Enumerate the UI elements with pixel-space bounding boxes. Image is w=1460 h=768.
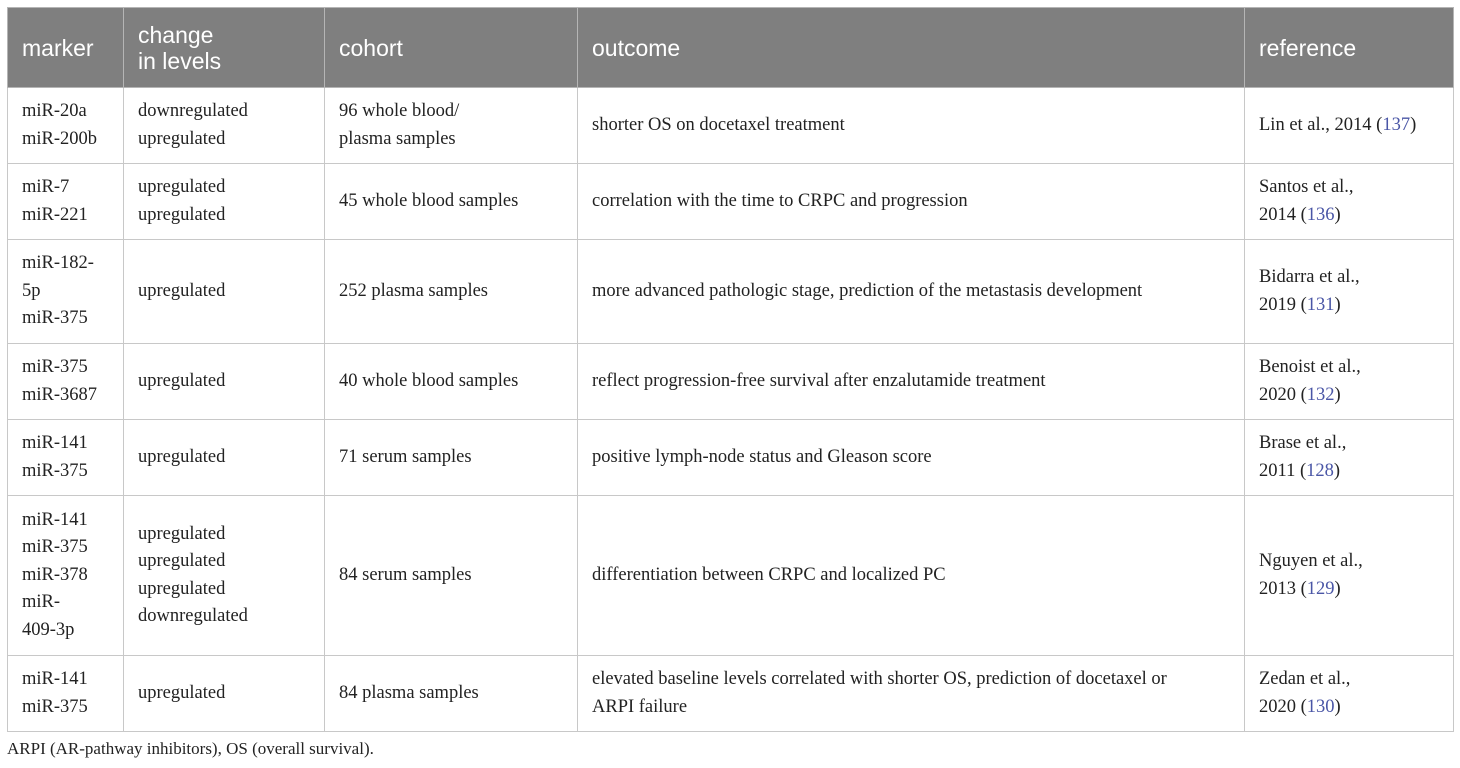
cohort-cell <box>325 88 578 164</box>
header-reference: reference <box>1245 8 1454 88</box>
outcome-cell <box>578 420 1245 496</box>
marker-text: miR-375 <box>22 357 88 377</box>
change-text: upregulated <box>138 446 226 467</box>
reference-cell <box>1245 88 1454 164</box>
header-outcome: outcome <box>578 8 1245 88</box>
change-text: downregulated <box>138 606 248 626</box>
change-text: upregulated <box>138 370 226 391</box>
marker-text: miR-378 <box>22 564 88 585</box>
outcome-cell <box>578 164 1245 240</box>
marker-text: miR-141 <box>22 433 88 453</box>
outcome-cell <box>578 240 1245 344</box>
cohort-text: 84 plasma samples <box>339 682 479 703</box>
table-footnote: ARPI (AR-pathway inhibitors), OS (overall survival). <box>7 739 374 758</box>
marker-text: miR-141 <box>22 669 88 689</box>
reference-citation-link[interactable]: 132 <box>1306 384 1335 405</box>
outcome-cell <box>578 496 1245 656</box>
biomarker-table <box>7 7 1454 732</box>
reference-cell <box>1245 656 1454 732</box>
cohort-cell <box>325 164 578 240</box>
change-cell <box>124 88 325 164</box>
reference-close-paren: ) <box>1334 294 1341 315</box>
marker-text: miR-375 <box>22 537 88 558</box>
marker-cell <box>8 420 124 496</box>
cohort-cell <box>325 656 578 732</box>
reference-citation-link[interactable]: 130 <box>1306 696 1335 717</box>
change-text: upregulated <box>138 280 226 301</box>
table-row <box>8 88 1454 164</box>
table-row <box>8 164 1454 240</box>
outcome-text: shorter OS on docetaxel treatment <box>592 114 845 135</box>
marker-cell <box>8 88 124 164</box>
marker-text: miR-200b <box>22 128 98 149</box>
header-change-in-levels <box>124 8 325 88</box>
table-row <box>8 420 1454 496</box>
reference-author: Benoist et al., <box>1259 357 1361 377</box>
outcome-cell <box>578 88 1245 164</box>
outcome-text: elevated baseline levels correlated with shorter OS, prediction of docetaxel or <box>592 669 1167 689</box>
reference-close-paren: ) <box>1334 204 1341 225</box>
header-change-line1: change <box>138 21 214 48</box>
cohort-text: 252 plasma samples <box>339 280 489 301</box>
reference-citation-link[interactable]: 131 <box>1306 294 1335 315</box>
marker-cell <box>8 164 124 240</box>
header-marker: marker <box>8 8 124 88</box>
cohort-text: 40 whole blood samples <box>339 370 519 391</box>
outcome-text: positive lymph-node status and Gleason score <box>592 446 932 467</box>
marker-cell <box>8 240 124 344</box>
cohort-text: plasma samples <box>339 128 456 149</box>
marker-cell <box>8 656 124 732</box>
reference-year: 2014 ( <box>1259 204 1307 225</box>
reference-author: Bidarra et al., <box>1259 267 1360 287</box>
outcome-text: ARPI failure <box>592 696 688 717</box>
table-header-row <box>8 8 1454 88</box>
reference-close-paren: ) <box>1410 114 1417 135</box>
change-text: upregulated <box>138 551 226 571</box>
marker-cell <box>8 496 124 656</box>
cohort-text: 71 serum samples <box>339 446 472 467</box>
change-text: upregulated <box>138 682 226 703</box>
reference-year: 2013 ( <box>1259 578 1307 599</box>
table-row <box>8 240 1454 344</box>
change-cell <box>124 496 325 656</box>
outcome-text: more advanced pathologic stage, prediction of the metastasis development <box>592 280 1143 301</box>
reference-author: Zedan et al., <box>1259 669 1351 689</box>
change-cell <box>124 656 325 732</box>
reference-citation-link[interactable]: 129 <box>1306 578 1335 599</box>
header-change-line2: in levels <box>138 47 222 74</box>
reference-close-paren: ) <box>1334 384 1341 405</box>
reference-cell <box>1245 496 1454 656</box>
marker-text: miR-221 <box>22 204 88 225</box>
marker-cell <box>8 344 124 420</box>
cohort-text: 96 whole blood/ <box>339 101 460 121</box>
marker-text: 409-3p <box>22 619 75 640</box>
reference-year: 2011 ( <box>1259 460 1307 481</box>
change-text: upregulated <box>138 523 226 544</box>
reference-cell <box>1245 164 1454 240</box>
outcome-cell <box>578 344 1245 420</box>
cohort-cell <box>325 240 578 344</box>
marker-text: miR-3687 <box>22 384 98 405</box>
header-cohort: cohort <box>325 8 578 88</box>
reference-author: Lin et al., 2014 ( <box>1259 114 1383 135</box>
marker-text: miR-375 <box>22 460 88 481</box>
change-text: upregulated <box>138 128 226 149</box>
change-text: upregulated <box>138 204 226 225</box>
cohort-text: 45 whole blood samples <box>339 190 519 211</box>
change-cell <box>124 420 325 496</box>
reference-citation-link[interactable]: 128 <box>1306 460 1334 481</box>
reference-cell <box>1245 240 1454 344</box>
table-row <box>8 656 1454 732</box>
change-text: upregulated <box>138 578 226 599</box>
change-text: downregulated <box>138 101 248 121</box>
marker-text: miR-375 <box>22 696 88 717</box>
reference-author: Santos et al., <box>1259 177 1354 197</box>
cohort-cell <box>325 420 578 496</box>
marker-text: miR-182- <box>22 253 94 274</box>
marker-text: miR- <box>22 592 61 613</box>
change-cell <box>124 240 325 344</box>
outcome-text: differentiation between CRPC and localized PC <box>592 564 946 585</box>
reference-cell <box>1245 344 1454 420</box>
marker-text: miR-141 <box>22 509 88 530</box>
cohort-text: 84 serum samples <box>339 564 472 585</box>
table-body <box>8 88 1454 732</box>
outcome-text: correlation with the time to CRPC and progression <box>592 190 968 211</box>
outcome-cell <box>578 656 1245 732</box>
reference-close-paren: ) <box>1334 696 1341 717</box>
change-cell <box>124 344 325 420</box>
change-text: upregulated <box>138 177 226 197</box>
marker-text: 5p <box>22 280 41 301</box>
table-row <box>8 344 1454 420</box>
cohort-cell <box>325 344 578 420</box>
reference-citation-link[interactable]: 136 <box>1306 204 1335 225</box>
reference-year: 2020 ( <box>1259 696 1307 717</box>
marker-text: miR-375 <box>22 308 88 329</box>
reference-close-paren: ) <box>1334 578 1341 599</box>
reference-year: 2019 ( <box>1259 294 1307 315</box>
marker-text: miR-7 <box>22 177 70 197</box>
reference-citation-link[interactable]: 137 <box>1382 114 1411 135</box>
change-cell <box>124 164 325 240</box>
outcome-text: reflect progression-free survival after enzalutamide treatment <box>592 370 1046 391</box>
cohort-cell <box>325 496 578 656</box>
reference-author: Brase et al., <box>1259 433 1347 453</box>
reference-close-paren: ) <box>1333 460 1341 481</box>
reference-cell <box>1245 420 1454 496</box>
marker-text: miR-20a <box>22 101 87 121</box>
reference-author: Nguyen et al., <box>1259 551 1363 571</box>
reference-year: 2020 ( <box>1259 384 1307 405</box>
table-row <box>8 496 1454 656</box>
